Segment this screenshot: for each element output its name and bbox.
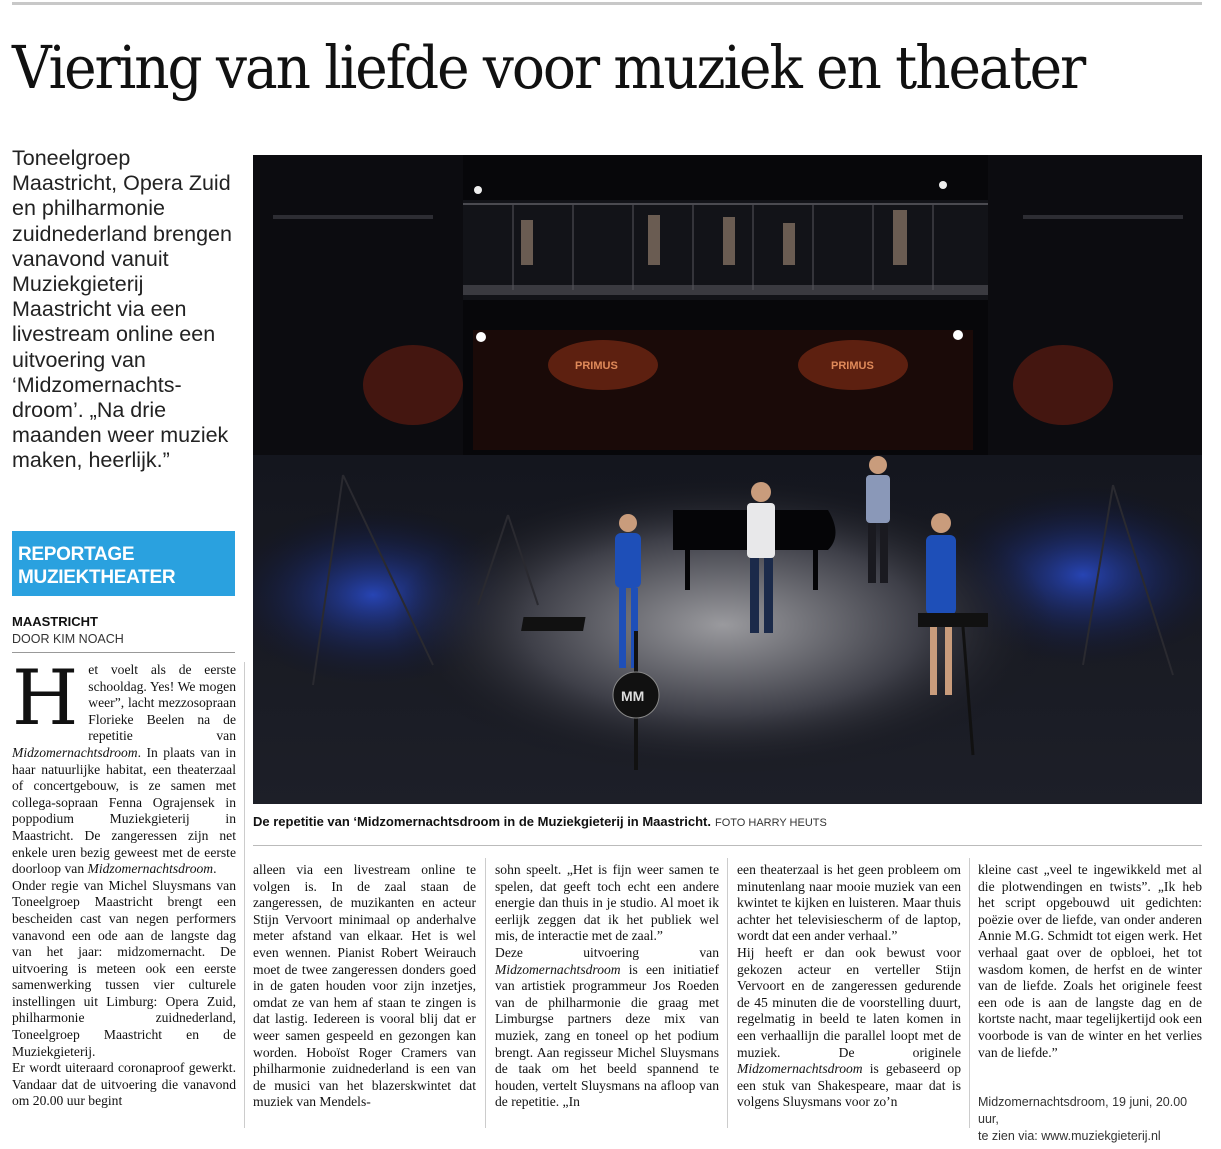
event-info-line-2: te zien via: www.muziekgieterij.nl [978, 1129, 1161, 1143]
photo-illustration [253, 155, 1202, 804]
event-info-line-1: Midzomernachtsdroom, 19 juni, 20.00 uur, [978, 1095, 1188, 1126]
paragraph: Onder regie van Michel Sluysmans van Toneelgroep Maastricht brengt een bescheiden cast van negen performers vanavond een ode aan de langste dag van het jaar: midzomernacht. De uitvoering is meteen ook een eerste samenwerking tussen vier culturele instellingen uit Limburg: Opera Zuid, philharmonie zuidnederland, Toneelgroep Maastricht en de Muziekgieterij. [12, 877, 236, 1059]
photo-credit: FOTO HARRY HEUTS [714, 817, 827, 829]
paragraph [737, 945, 961, 1111]
tag-line-2: MUZIEKTHEATER [18, 567, 176, 588]
text-run: . [213, 861, 217, 877]
banner-left: PRIMUS [575, 360, 618, 372]
body-column-3 [495, 862, 719, 1111]
text-run: Hij heeft er dan ook bewust voor gekozen acteur en verteller Stijn Vervoort en de zangeressen gedurende de 45 minuten die de voorstelling duurt, regelmatig in beeld te laten komen in een verhaallijn die parallel loopt met de muziek. De originele [737, 944, 961, 1060]
text-run: et voelt als de eerste schooldag. Yes! We mogen weer”, lacht mezzosopraan Floriekе Beelen na de repetitie van [88, 662, 236, 744]
body-column-5 [978, 862, 1202, 1061]
paragraph: alleen via een livestream online te volgen is. In de zaal staan de zangeressen, de muzikanten en acteur Stijn Vervoort minimaal op anderhalve meter afstand van elkaar. Het is wel even wennen. Pianist Robert Weirauch moet de twee zangeressen donders goed in de gaten houden voor zijn inzetjes, omdat ze van hem af staan te zingen is dat lastig. Iedereen is vooral blij dat er weer samen gespeeld en gezongen kan worden. Hoboïst Roger Cramers van philharmonie zuidnederland is een van de musici van het blazerskwintet dat muziek van Mendels- [253, 862, 476, 1110]
paragraph: een theaterzaal is het geen probleem om minutenlang naar mooie muziek van een kwintet te kijken en luisteren. Maar thuis achter het televisiescherm of de laptop, wordt dat een ander verhaal.” [737, 862, 961, 944]
byline: DOOR KIM NOACH [12, 632, 124, 646]
paragraph [12, 653, 236, 878]
text-run: . In plaats van in haar natuurlijke habitat, een theaterzaal of concertgebouw, is ze samen met collega-sopraan Fenna Ograjensek in poppodium Muziekgieterij in Maastricht. De zangeressen zijn net enkele uren bezig geweest met de eerste doorloop van [12, 744, 236, 877]
drop-cap: H [12, 653, 79, 742]
body-column-1 [12, 653, 236, 1110]
italic-title: Midzomernachtsdroom [12, 744, 138, 760]
italic-title: Midzomernachtsdroom [737, 1061, 863, 1077]
column-rule [485, 858, 486, 1128]
headline: Viering van liefde voor muziek en theater [12, 33, 1085, 102]
section-tag [12, 531, 235, 596]
paragraph: sohn speelt. „Het is fijn weer samen te spelen, dat geeft toch echt een andere energie dan thuis in je studio. Al moet ik eerlijk zeggen dat ik het publiek wel mis, de interactie met de zaal.” [495, 862, 719, 944]
italic-title: Midzomernachtsdroom [495, 961, 621, 977]
paragraph: kleine cast „veel te ingewikkeld met al die plotwendingen en twists”. „Ik heb het script opgebouwd uit gedichten: poëzie over de liefde, van onder anderen Annie M.G. Schmidt tot eigen werk. Het verhaal gaat over de opbloei, het tot wasdom komen, de herfst en de winter van de liefde. Zoals het originele feest een ode is aan de langste dag en de kortste nacht, maar tegelijkertijd ook een voorbode is van de winter en het verlies van de liefde.” [978, 862, 1202, 1060]
text-run: is een initiatief van artistiek programmeur Jos Roeden van de philharmonie die graag met Limburgse partners deze mix van muziek, zang en toneel op het podium brengt. Aan regisseur Michel Sluysmans de taak om het beeld spannend te houden, vertelt Sluysmans na afloop van de repetitie. „In [495, 961, 719, 1110]
column-rule [969, 858, 970, 1128]
caption-text: De repetitie van ‘Midzomernachtsdroom in de Muziekgieterij in Maastricht. [253, 814, 711, 829]
italic-title: Midzomernachtsdroom [87, 861, 214, 877]
intro-text: Toneelgroep Maastricht, Opera Zuid en philharmonie zuidnederland brengen vanavond vanuit Muziekgieterij Maastricht via een livestream online een uitvoering van ‘Midzomernachts-droom’. „Na drie maanden weer muziek maken, heerlijk.” [12, 146, 232, 473]
intro-lead [12, 146, 232, 474]
paragraph: Er wordt uiteraard coronaproof gewerkt. Vandaar dat de uitvoering die vanavond om 20.00 uur begint [12, 1060, 236, 1109]
stand-logo: MM [621, 688, 645, 704]
column-rule [244, 662, 245, 1128]
event-info [978, 1094, 1208, 1145]
photo-caption [253, 814, 1202, 829]
body-column-2 [253, 862, 476, 1111]
tag-line-1: REPORTAGE [18, 544, 135, 565]
column-rule [727, 858, 728, 1128]
top-rule [12, 2, 1202, 5]
caption-rule [253, 845, 1202, 846]
text-run: Deze uitvoering van [495, 944, 719, 960]
dateline: MAASTRICHT [12, 614, 98, 629]
stage-photo [253, 155, 1202, 804]
banner-right: PRIMUS [831, 360, 874, 372]
paragraph [495, 945, 719, 1111]
body-column-4 [737, 862, 961, 1111]
text-run: is gebaseerd op een stuk van Shakespeare, maar dat is volgens Sluysmans voor zo’n [737, 1061, 961, 1110]
